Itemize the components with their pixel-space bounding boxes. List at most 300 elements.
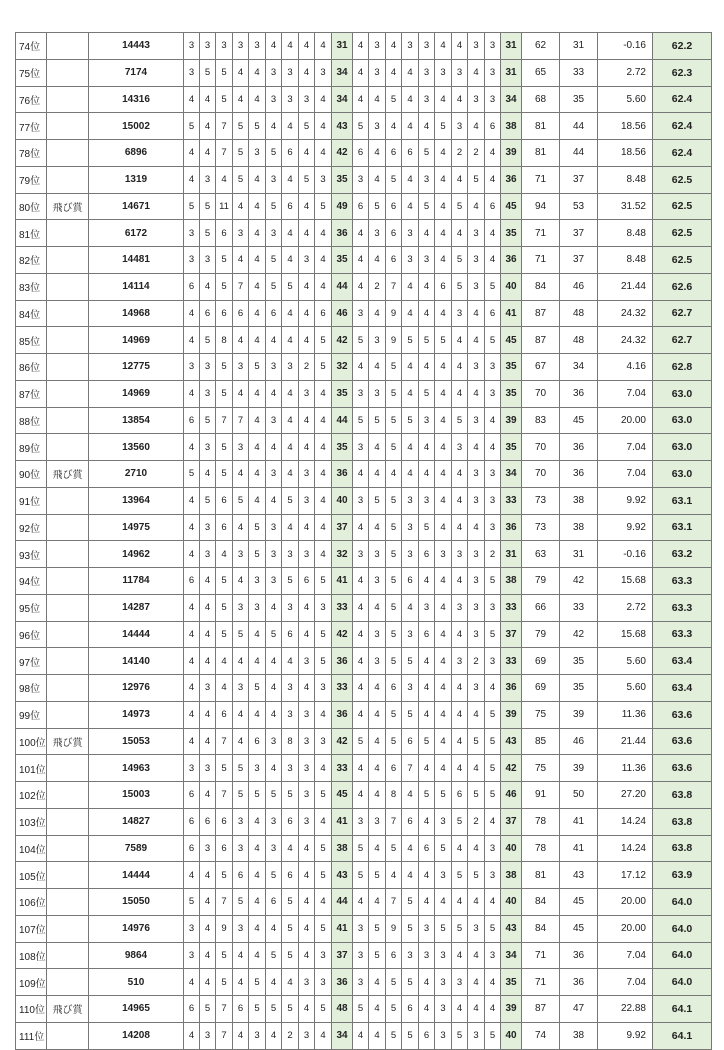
hole-score-cell: 4 <box>435 514 452 541</box>
award-cell <box>47 568 89 595</box>
hole-score-cell: 5 <box>386 354 402 381</box>
hole-score-cell: 4 <box>468 327 485 354</box>
net-score-cell: 62.7 <box>653 300 712 327</box>
hole-score-cell: 5 <box>468 166 485 193</box>
rank-cell: 107位 <box>16 915 47 942</box>
results-table <box>15 32 712 1050</box>
hole-score-cell: 5 <box>353 996 369 1023</box>
hole-score-cell: 5 <box>402 701 419 728</box>
award-cell <box>47 862 89 889</box>
hole-score-cell: 4 <box>452 996 468 1023</box>
hole-score-cell: 11 <box>216 193 233 220</box>
hole-score-cell: 4 <box>315 701 332 728</box>
hole-score-cell: 4 <box>452 327 468 354</box>
hole-score-cell: 5 <box>315 354 332 381</box>
net-score-cell: 64.0 <box>653 889 712 916</box>
hole-score-cell: 4 <box>353 782 369 809</box>
hole-score-cell: 3 <box>200 354 216 381</box>
over-par-cell: 53 <box>560 193 598 220</box>
out-total-cell: 44 <box>332 273 353 300</box>
hole-score-cell: 4 <box>200 969 216 996</box>
hole-score-cell: 4 <box>419 889 435 916</box>
player-id-cell: 14965 <box>89 996 184 1023</box>
hole-score-cell: 5 <box>386 594 402 621</box>
hole-score-cell: 3 <box>233 594 249 621</box>
hole-score-cell: 5 <box>386 541 402 568</box>
award-cell <box>47 434 89 461</box>
hole-score-cell: 3 <box>200 33 216 60</box>
hole-score-cell: 5 <box>315 648 332 675</box>
net-score-cell: 62.3 <box>653 59 712 86</box>
hole-score-cell: 6 <box>216 300 233 327</box>
hole-score-cell: 4 <box>200 942 216 969</box>
hole-score-cell: 4 <box>468 113 485 140</box>
rank-cell: 108位 <box>16 942 47 969</box>
hole-score-cell: 3 <box>419 59 435 86</box>
gross-total-cell: 81 <box>522 113 560 140</box>
hole-score-cell: 3 <box>299 541 315 568</box>
hole-score-cell: 4 <box>452 461 468 488</box>
hole-score-cell: 5 <box>386 86 402 113</box>
rank-cell: 87位 <box>16 380 47 407</box>
award-cell <box>47 166 89 193</box>
hole-score-cell: 4 <box>452 835 468 862</box>
hole-score-cell: 4 <box>233 514 249 541</box>
hole-score-cell: 5 <box>233 782 249 809</box>
table-row <box>16 541 712 568</box>
handicap-cell: 18.56 <box>598 140 653 167</box>
out-total-cell: 33 <box>332 675 353 702</box>
hole-score-cell: 3 <box>200 166 216 193</box>
hole-score-cell: 6 <box>184 407 200 434</box>
hole-score-cell: 4 <box>452 33 468 60</box>
hole-score-cell: 3 <box>353 487 369 514</box>
hole-score-cell: 5 <box>386 969 402 996</box>
out-total-cell: 45 <box>332 782 353 809</box>
hole-score-cell: 4 <box>435 300 452 327</box>
table-row <box>16 487 712 514</box>
hole-score-cell: 6 <box>184 568 200 595</box>
hole-score-cell: 3 <box>299 648 315 675</box>
table-row <box>16 862 712 889</box>
hole-score-cell: 3 <box>282 541 299 568</box>
hole-score-cell: 5 <box>249 782 266 809</box>
hole-score-cell: 4 <box>249 166 266 193</box>
table-row <box>16 113 712 140</box>
hole-score-cell: 6 <box>216 487 233 514</box>
handicap-cell: 11.36 <box>598 701 653 728</box>
out-total-cell: 43 <box>332 113 353 140</box>
hole-score-cell: 3 <box>402 487 419 514</box>
player-id-cell: 9864 <box>89 942 184 969</box>
hole-score-cell: 4 <box>435 86 452 113</box>
hole-score-cell: 4 <box>299 33 315 60</box>
hole-score-cell: 6 <box>233 300 249 327</box>
hole-score-cell: 4 <box>353 247 369 274</box>
hole-score-cell: 4 <box>485 166 501 193</box>
hole-score-cell: 5 <box>386 568 402 595</box>
hole-score-cell: 4 <box>282 113 299 140</box>
table-row <box>16 942 712 969</box>
handicap-cell: 15.68 <box>598 621 653 648</box>
in-total-cell: 43 <box>501 728 522 755</box>
hole-score-cell: 4 <box>200 594 216 621</box>
in-total-cell: 40 <box>501 1022 522 1049</box>
hole-score-cell: 5 <box>468 782 485 809</box>
hole-score-cell: 3 <box>468 247 485 274</box>
hole-score-cell: 3 <box>402 675 419 702</box>
hole-score-cell: 3 <box>282 701 299 728</box>
hole-score-cell: 2 <box>369 273 386 300</box>
hole-score-cell: 6 <box>282 621 299 648</box>
hole-score-cell: 3 <box>299 247 315 274</box>
hole-score-cell: 4 <box>353 675 369 702</box>
hole-score-cell: 3 <box>353 942 369 969</box>
table-row <box>16 220 712 247</box>
over-par-cell: 35 <box>560 675 598 702</box>
hole-score-cell: 4 <box>485 407 501 434</box>
hole-score-cell: 3 <box>369 59 386 86</box>
net-score-cell: 62.5 <box>653 220 712 247</box>
player-id-cell: 6172 <box>89 220 184 247</box>
rank-cell: 77位 <box>16 113 47 140</box>
hole-score-cell: 3 <box>369 220 386 247</box>
award-cell <box>47 1022 89 1049</box>
hole-score-cell: 3 <box>282 675 299 702</box>
hole-score-cell: 5 <box>452 915 468 942</box>
hole-score-cell: 4 <box>402 835 419 862</box>
in-total-cell: 39 <box>501 140 522 167</box>
hole-score-cell: 4 <box>266 434 282 461</box>
hole-score-cell: 5 <box>485 701 501 728</box>
hole-score-cell: 3 <box>299 86 315 113</box>
hole-score-cell: 6 <box>282 193 299 220</box>
in-total-cell: 33 <box>501 594 522 621</box>
hole-score-cell: 3 <box>369 568 386 595</box>
hole-score-cell: 3 <box>468 541 485 568</box>
handicap-cell: 24.32 <box>598 327 653 354</box>
in-total-cell: 35 <box>501 969 522 996</box>
hole-score-cell: 5 <box>216 86 233 113</box>
hole-score-cell: 4 <box>282 300 299 327</box>
hole-score-cell: 4 <box>216 166 233 193</box>
hole-score-cell: 5 <box>369 193 386 220</box>
hole-score-cell: 4 <box>485 969 501 996</box>
over-par-cell: 38 <box>560 1022 598 1049</box>
in-total-cell: 33 <box>501 487 522 514</box>
hole-score-cell: 3 <box>435 996 452 1023</box>
hole-score-cell: 4 <box>315 380 332 407</box>
hole-score-cell: 5 <box>249 354 266 381</box>
hole-score-cell: 4 <box>435 354 452 381</box>
hole-score-cell: 4 <box>452 487 468 514</box>
hole-score-cell: 6 <box>299 568 315 595</box>
hole-score-cell: 4 <box>369 728 386 755</box>
hole-score-cell: 3 <box>353 969 369 996</box>
hole-score-cell: 4 <box>402 113 419 140</box>
hole-score-cell: 4 <box>435 621 452 648</box>
gross-total-cell: 73 <box>522 487 560 514</box>
net-score-cell: 63.9 <box>653 862 712 889</box>
hole-score-cell: 6 <box>386 247 402 274</box>
hole-score-cell: 4 <box>249 621 266 648</box>
hole-score-cell: 4 <box>452 568 468 595</box>
award-cell: 飛び賞 <box>47 193 89 220</box>
hole-score-cell: 4 <box>315 33 332 60</box>
hole-score-cell: 4 <box>266 969 282 996</box>
hole-score-cell: 5 <box>249 113 266 140</box>
out-total-cell: 41 <box>332 568 353 595</box>
hole-score-cell: 3 <box>452 541 468 568</box>
hole-score-cell: 4 <box>402 273 419 300</box>
rank-cell: 98位 <box>16 675 47 702</box>
hole-score-cell: 4 <box>435 220 452 247</box>
hole-score-cell: 5 <box>233 166 249 193</box>
hole-score-cell: 3 <box>485 594 501 621</box>
rank-cell: 86位 <box>16 354 47 381</box>
handicap-cell: 21.44 <box>598 728 653 755</box>
over-par-cell: 45 <box>560 407 598 434</box>
hole-score-cell: 4 <box>184 166 200 193</box>
hole-score-cell: 4 <box>184 86 200 113</box>
gross-total-cell: 69 <box>522 675 560 702</box>
in-total-cell: 34 <box>501 86 522 113</box>
gross-total-cell: 81 <box>522 862 560 889</box>
hole-score-cell: 4 <box>419 648 435 675</box>
hole-score-cell: 4 <box>266 33 282 60</box>
award-cell <box>47 300 89 327</box>
over-par-cell: 33 <box>560 594 598 621</box>
rank-cell: 106位 <box>16 889 47 916</box>
net-score-cell: 64.0 <box>653 915 712 942</box>
hole-score-cell: 4 <box>233 59 249 86</box>
hole-score-cell: 3 <box>435 541 452 568</box>
hole-score-cell: 4 <box>233 969 249 996</box>
hole-score-cell: 4 <box>249 247 266 274</box>
player-id-cell: 14968 <box>89 300 184 327</box>
hole-score-cell: 3 <box>353 915 369 942</box>
hole-score-cell: 5 <box>419 380 435 407</box>
over-par-cell: 41 <box>560 808 598 835</box>
hole-score-cell: 4 <box>233 247 249 274</box>
player-id-cell: 15002 <box>89 113 184 140</box>
hole-score-cell: 4 <box>282 166 299 193</box>
hole-score-cell: 4 <box>419 461 435 488</box>
net-score-cell: 62.5 <box>653 193 712 220</box>
over-par-cell: 37 <box>560 247 598 274</box>
award-cell <box>47 113 89 140</box>
net-score-cell: 62.4 <box>653 113 712 140</box>
net-score-cell: 63.6 <box>653 701 712 728</box>
table-row <box>16 380 712 407</box>
hole-score-cell: 4 <box>200 701 216 728</box>
hole-score-cell: 3 <box>184 915 200 942</box>
hole-score-cell: 4 <box>452 675 468 702</box>
hole-score-cell: 3 <box>315 728 332 755</box>
hole-score-cell: 3 <box>299 1022 315 1049</box>
award-cell <box>47 140 89 167</box>
player-id-cell: 14287 <box>89 594 184 621</box>
hole-score-cell: 4 <box>233 728 249 755</box>
award-cell <box>47 942 89 969</box>
out-total-cell: 42 <box>332 140 353 167</box>
hole-score-cell: 5 <box>435 915 452 942</box>
hole-score-cell: 3 <box>233 675 249 702</box>
hole-score-cell: 4 <box>282 33 299 60</box>
player-id-cell: 14969 <box>89 380 184 407</box>
hole-score-cell: 4 <box>369 86 386 113</box>
award-cell <box>47 648 89 675</box>
hole-score-cell: 3 <box>233 220 249 247</box>
gross-total-cell: 68 <box>522 86 560 113</box>
hole-score-cell: 3 <box>485 380 501 407</box>
player-id-cell: 14962 <box>89 541 184 568</box>
out-total-cell: 41 <box>332 808 353 835</box>
hole-score-cell: 6 <box>233 996 249 1023</box>
hole-score-cell: 3 <box>233 808 249 835</box>
hole-score-cell: 4 <box>353 59 369 86</box>
hole-score-cell: 6 <box>282 140 299 167</box>
hole-score-cell: 3 <box>419 487 435 514</box>
hole-score-cell: 4 <box>452 166 468 193</box>
gross-total-cell: 62 <box>522 33 560 60</box>
hole-score-cell: 7 <box>216 889 233 916</box>
award-cell <box>47 407 89 434</box>
hole-score-cell: 3 <box>402 541 419 568</box>
hole-score-cell: 7 <box>402 755 419 782</box>
hole-score-cell: 4 <box>402 782 419 809</box>
hole-score-cell: 5 <box>485 568 501 595</box>
out-total-cell: 41 <box>332 915 353 942</box>
hole-score-cell: 4 <box>184 380 200 407</box>
hole-score-cell: 5 <box>353 113 369 140</box>
table-row <box>16 675 712 702</box>
hole-score-cell: 4 <box>299 996 315 1023</box>
hole-score-cell: 3 <box>233 434 249 461</box>
hole-score-cell: 3 <box>315 166 332 193</box>
hole-score-cell: 4 <box>369 1022 386 1049</box>
hole-score-cell: 4 <box>184 1022 200 1049</box>
hole-score-cell: 4 <box>452 514 468 541</box>
player-id-cell: 14316 <box>89 86 184 113</box>
hole-score-cell: 4 <box>419 862 435 889</box>
hole-score-cell: 4 <box>184 701 200 728</box>
net-score-cell: 63.8 <box>653 835 712 862</box>
net-score-cell: 63.0 <box>653 407 712 434</box>
hole-score-cell: 5 <box>452 273 468 300</box>
out-total-cell: 35 <box>332 166 353 193</box>
hole-score-cell: 3 <box>200 514 216 541</box>
hole-score-cell: 4 <box>299 140 315 167</box>
hole-score-cell: 4 <box>402 354 419 381</box>
hole-score-cell: 5 <box>216 273 233 300</box>
hole-score-cell: 3 <box>299 782 315 809</box>
handicap-cell: 2.72 <box>598 59 653 86</box>
table-row <box>16 728 712 755</box>
rank-cell: 109位 <box>16 969 47 996</box>
gross-total-cell: 73 <box>522 514 560 541</box>
gross-total-cell: 65 <box>522 59 560 86</box>
net-score-cell: 63.0 <box>653 461 712 488</box>
player-id-cell: 14976 <box>89 915 184 942</box>
hole-score-cell: 6 <box>315 300 332 327</box>
hole-score-cell: 4 <box>200 273 216 300</box>
hole-score-cell: 4 <box>266 1022 282 1049</box>
out-total-cell: 36 <box>332 220 353 247</box>
hole-score-cell: 4 <box>402 862 419 889</box>
hole-score-cell: 4 <box>299 889 315 916</box>
handicap-cell: 20.00 <box>598 889 653 916</box>
hole-score-cell: 3 <box>233 541 249 568</box>
table-row <box>16 969 712 996</box>
player-id-cell: 15053 <box>89 728 184 755</box>
hole-score-cell: 4 <box>452 621 468 648</box>
hole-score-cell: 5 <box>299 166 315 193</box>
gross-total-cell: 87 <box>522 327 560 354</box>
hole-score-cell: 4 <box>419 568 435 595</box>
hole-score-cell: 4 <box>353 461 369 488</box>
in-total-cell: 39 <box>501 996 522 1023</box>
hole-score-cell: 6 <box>249 728 266 755</box>
hole-score-cell: 5 <box>282 568 299 595</box>
hole-score-cell: 4 <box>200 461 216 488</box>
net-score-cell: 64.0 <box>653 942 712 969</box>
hole-score-cell: 7 <box>216 113 233 140</box>
hole-score-cell: 3 <box>299 487 315 514</box>
hole-score-cell: 4 <box>435 594 452 621</box>
rank-cell: 105位 <box>16 862 47 889</box>
over-par-cell: 46 <box>560 273 598 300</box>
hole-score-cell: 5 <box>200 407 216 434</box>
in-total-cell: 42 <box>501 755 522 782</box>
net-score-cell: 63.8 <box>653 782 712 809</box>
hole-score-cell: 4 <box>282 514 299 541</box>
table-row <box>16 782 712 809</box>
hole-score-cell: 7 <box>216 782 233 809</box>
hole-score-cell: 5 <box>386 621 402 648</box>
hole-score-cell: 5 <box>485 327 501 354</box>
table-row <box>16 514 712 541</box>
hole-score-cell: 5 <box>386 728 402 755</box>
hole-score-cell: 3 <box>233 915 249 942</box>
rank-cell: 89位 <box>16 434 47 461</box>
hole-score-cell: 3 <box>353 380 369 407</box>
hole-score-cell: 6 <box>184 808 200 835</box>
hole-score-cell: 4 <box>266 327 282 354</box>
hole-score-cell: 4 <box>282 407 299 434</box>
hole-score-cell: 4 <box>249 273 266 300</box>
award-cell: 飛び賞 <box>47 996 89 1023</box>
hole-score-cell: 3 <box>266 541 282 568</box>
award-cell <box>47 755 89 782</box>
hole-score-cell: 4 <box>402 166 419 193</box>
hole-score-cell: 3 <box>233 33 249 60</box>
hole-score-cell: 4 <box>249 193 266 220</box>
over-par-cell: 36 <box>560 434 598 461</box>
hole-score-cell: 4 <box>249 380 266 407</box>
over-par-cell: 38 <box>560 514 598 541</box>
out-total-cell: 42 <box>332 327 353 354</box>
hole-score-cell: 3 <box>435 59 452 86</box>
hole-score-cell: 5 <box>216 461 233 488</box>
hole-score-cell: 2 <box>468 808 485 835</box>
hole-score-cell: 4 <box>315 434 332 461</box>
hole-score-cell: 3 <box>452 113 468 140</box>
hole-score-cell: 4 <box>233 701 249 728</box>
hole-score-cell: 3 <box>315 969 332 996</box>
hole-score-cell: 6 <box>419 541 435 568</box>
hole-score-cell: 7 <box>216 140 233 167</box>
